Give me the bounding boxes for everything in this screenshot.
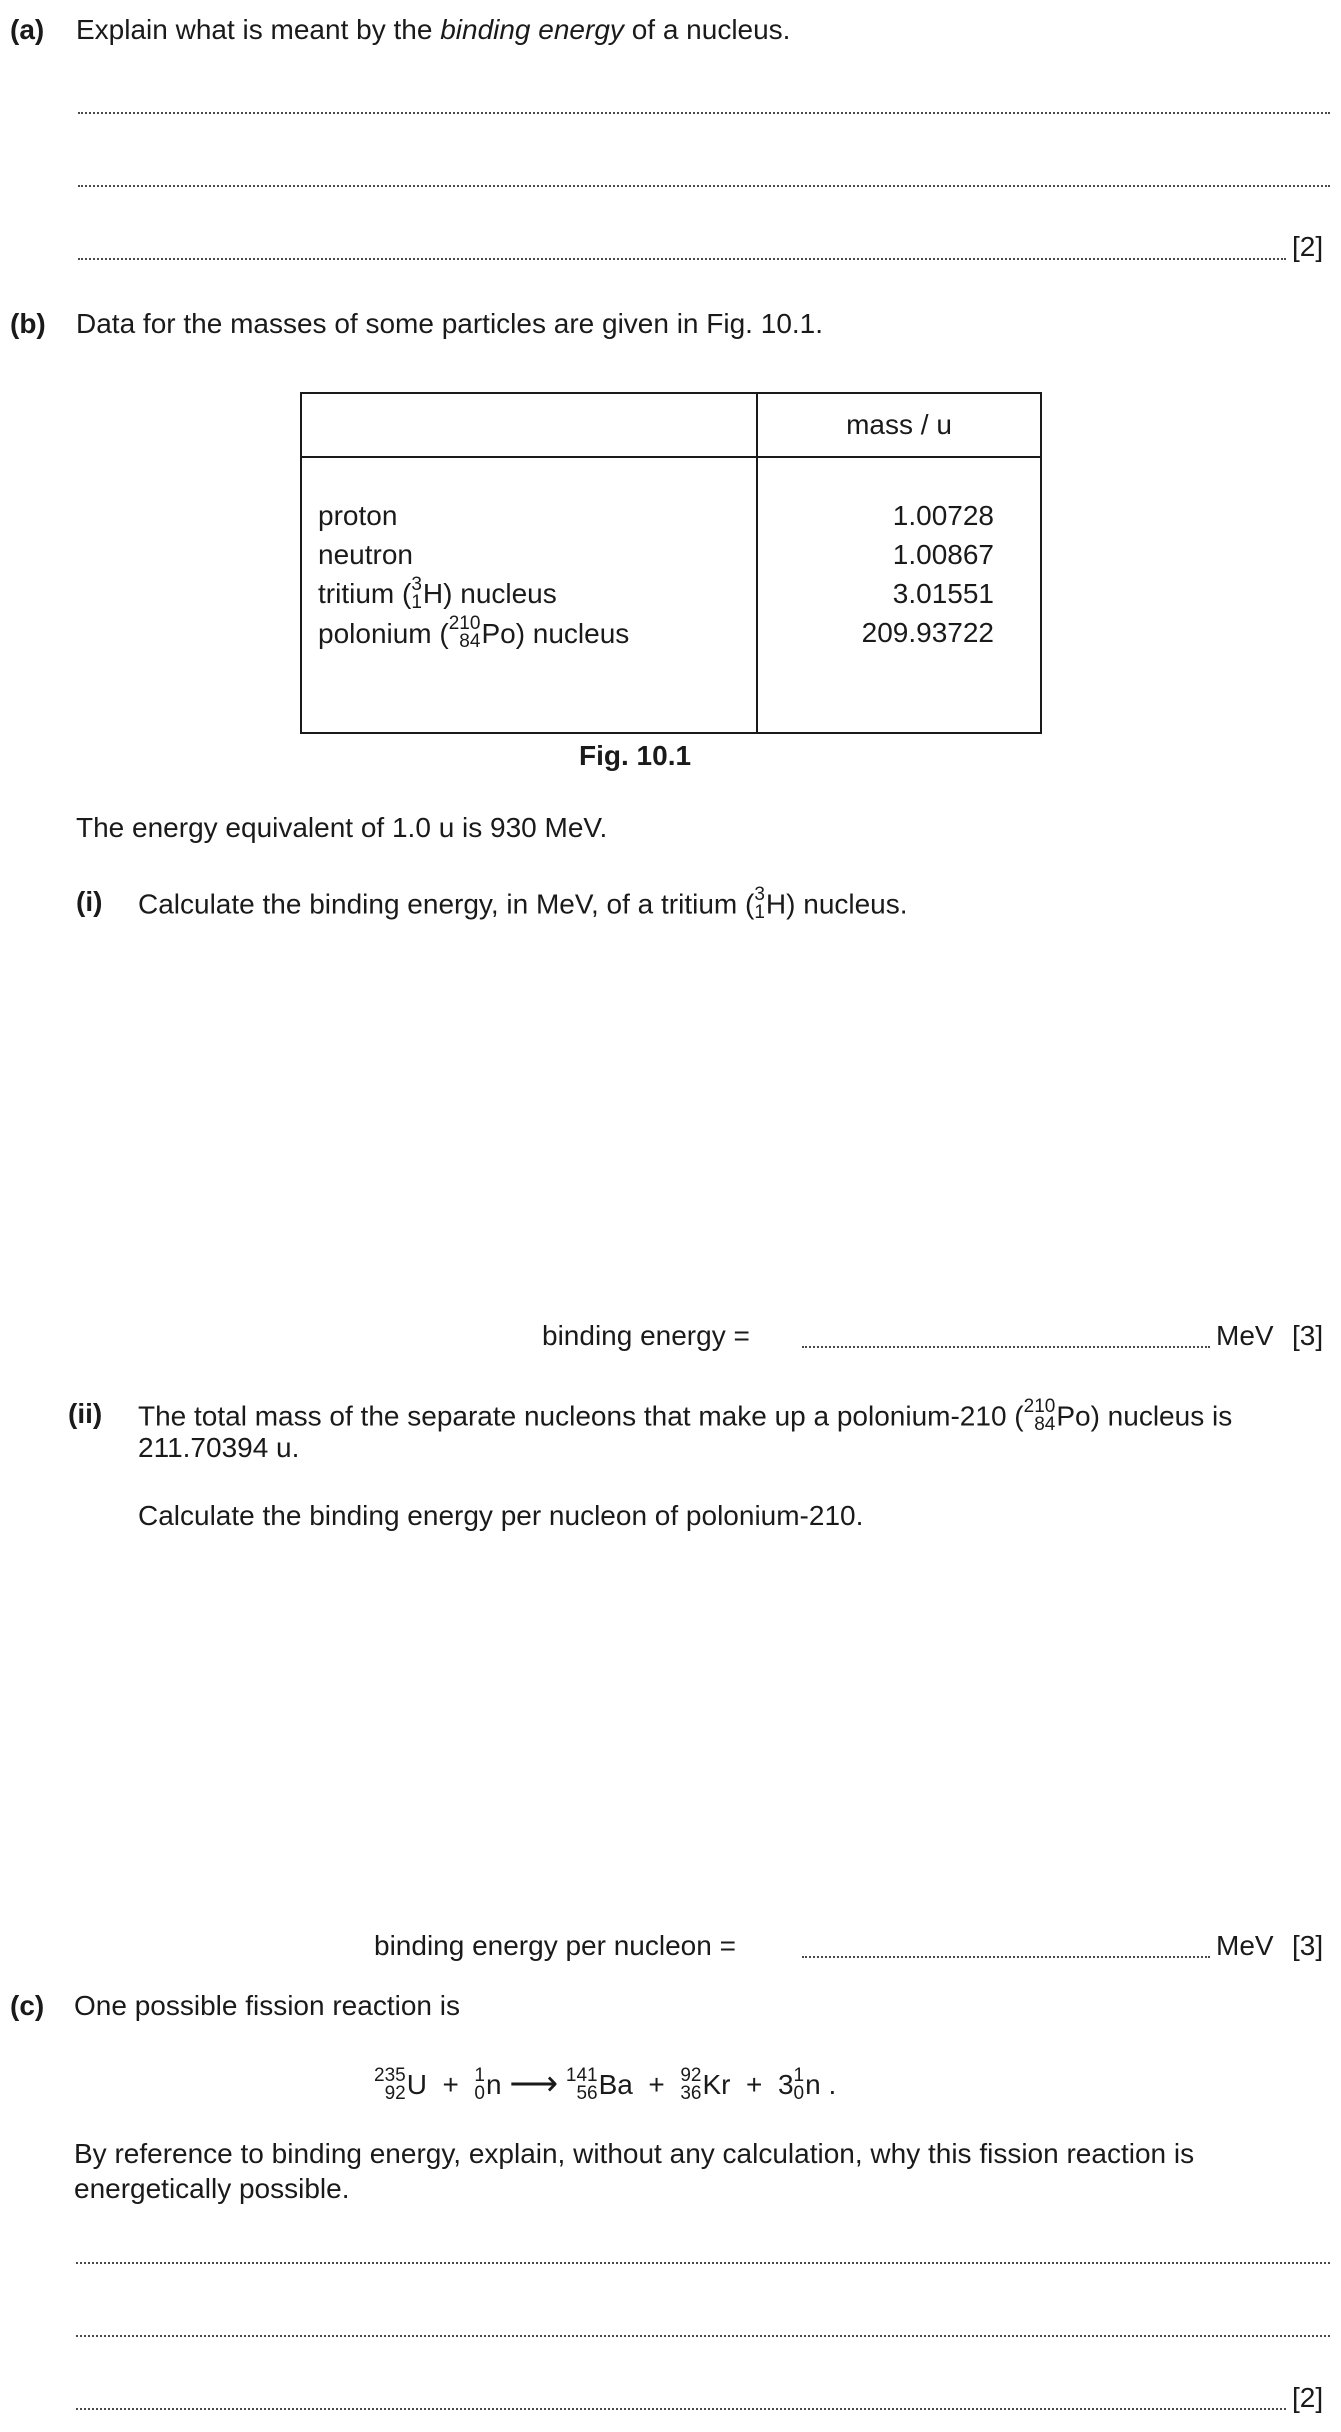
part-c-label: (c) (10, 1990, 45, 2021)
part-c-line1: By reference to binding energy, explain, without any calculation, why this fission reaction is (74, 2138, 1195, 2169)
mass-value-polonium: 209.93722 (861, 617, 994, 648)
answer-label-b-i: binding energy = (542, 1320, 750, 1351)
table-row-tritium: tritium ( 3 1 H) nucleus (318, 573, 557, 613)
unit-b-ii: MeV (1216, 1930, 1274, 1961)
answer-line-b-ii[interactable] (802, 1956, 1210, 1958)
neutron-isotope: 1 0 (474, 2064, 485, 2104)
part-c-intro: One possible fission reaction is (74, 1990, 460, 2021)
part-b-label: (b) (10, 308, 46, 339)
mass-value-proton: 1.00728 (892, 500, 994, 531)
answer-line-a3[interactable] (78, 258, 1286, 260)
unit-b-i: MeV (1216, 1320, 1274, 1351)
krypton-isotope: 92 36 (680, 2064, 702, 2104)
answer-line-a2[interactable] (78, 185, 1330, 187)
mass-table (300, 392, 1042, 734)
answer-line-a1[interactable] (78, 112, 1330, 114)
uranium-isotope: 235 92 (374, 2064, 406, 2104)
answer-line-c3[interactable] (76, 2408, 1286, 2410)
part-b-ii-label: (ii) (68, 1398, 103, 1429)
figure-caption: Fig. 10.1 (579, 740, 692, 771)
marks-b-i: [3] (1292, 1320, 1324, 1351)
part-b-i-question: Calculate the binding energy, in MeV, of a tritium ( 3 1 H) nucleus. (138, 884, 908, 924)
fission-equation: 235 92 U + 1 0 n ⟶ 141 56 Ba + 92 36 Kr + 3 1 0 n . (374, 2064, 837, 2104)
marks-b-ii: [3] (1292, 1930, 1324, 1961)
particle-names (301, 457, 757, 733)
mass-value-neutron: 1.00867 (892, 539, 994, 570)
marks-a: [2] (1292, 231, 1324, 262)
table-row-proton: proton (318, 500, 398, 531)
answer-line-c1[interactable] (76, 2262, 1330, 2264)
table-header-mass: mass / u (757, 393, 1041, 457)
mass-values (757, 457, 1041, 733)
part-b-i-label: (i) (76, 886, 103, 917)
mass-value-tritium: 3.01551 (892, 578, 994, 609)
part-c-line2: energetically possible. (74, 2173, 350, 2204)
energy-equivalent-note: The energy equivalent of 1.0 u is 930 MeV. (76, 812, 608, 843)
table-row-neutron: neutron (318, 539, 413, 570)
barium-isotope: 141 56 (565, 2064, 598, 2104)
part-b-ii-line2: 211.70394 u. (138, 1432, 300, 1463)
part-b-ii-instruction: Calculate the binding energy per nucleon of polonium-210. (138, 1500, 864, 1531)
answer-line-b-i[interactable] (802, 1346, 1210, 1348)
part-a-question: Explain what is meant by the binding energy of a nucleus. (76, 14, 791, 45)
neutron-isotope-product: 1 0 (793, 2064, 805, 2104)
table-header-empty (301, 393, 757, 457)
part-a-label: (a) (10, 14, 45, 45)
table-row-polonium: polonium ( 210 84 Po) nucleus (318, 613, 630, 653)
polonium-isotope: 210 84 (448, 613, 481, 653)
reaction-arrow-icon: ⟶ (509, 2065, 559, 2103)
part-b-intro: Data for the masses of some particles are given in Fig. 10.1. (76, 308, 824, 339)
part-b-ii-line1: The total mass of the separate nucleons that make up a polonium-210 ( 210 84 Po) nucleus is (138, 1396, 1233, 1436)
tritium-isotope: 3 1 (411, 573, 422, 613)
answer-label-b-ii: binding energy per nucleon = (374, 1930, 736, 1961)
binding-energy-term: binding energy (440, 14, 624, 45)
polonium-isotope-inline: 210 84 (1023, 1396, 1056, 1436)
marks-c: [2] (1292, 2382, 1324, 2413)
tritium-isotope-inline: 3 1 (754, 884, 765, 924)
answer-line-c2[interactable] (76, 2335, 1330, 2337)
